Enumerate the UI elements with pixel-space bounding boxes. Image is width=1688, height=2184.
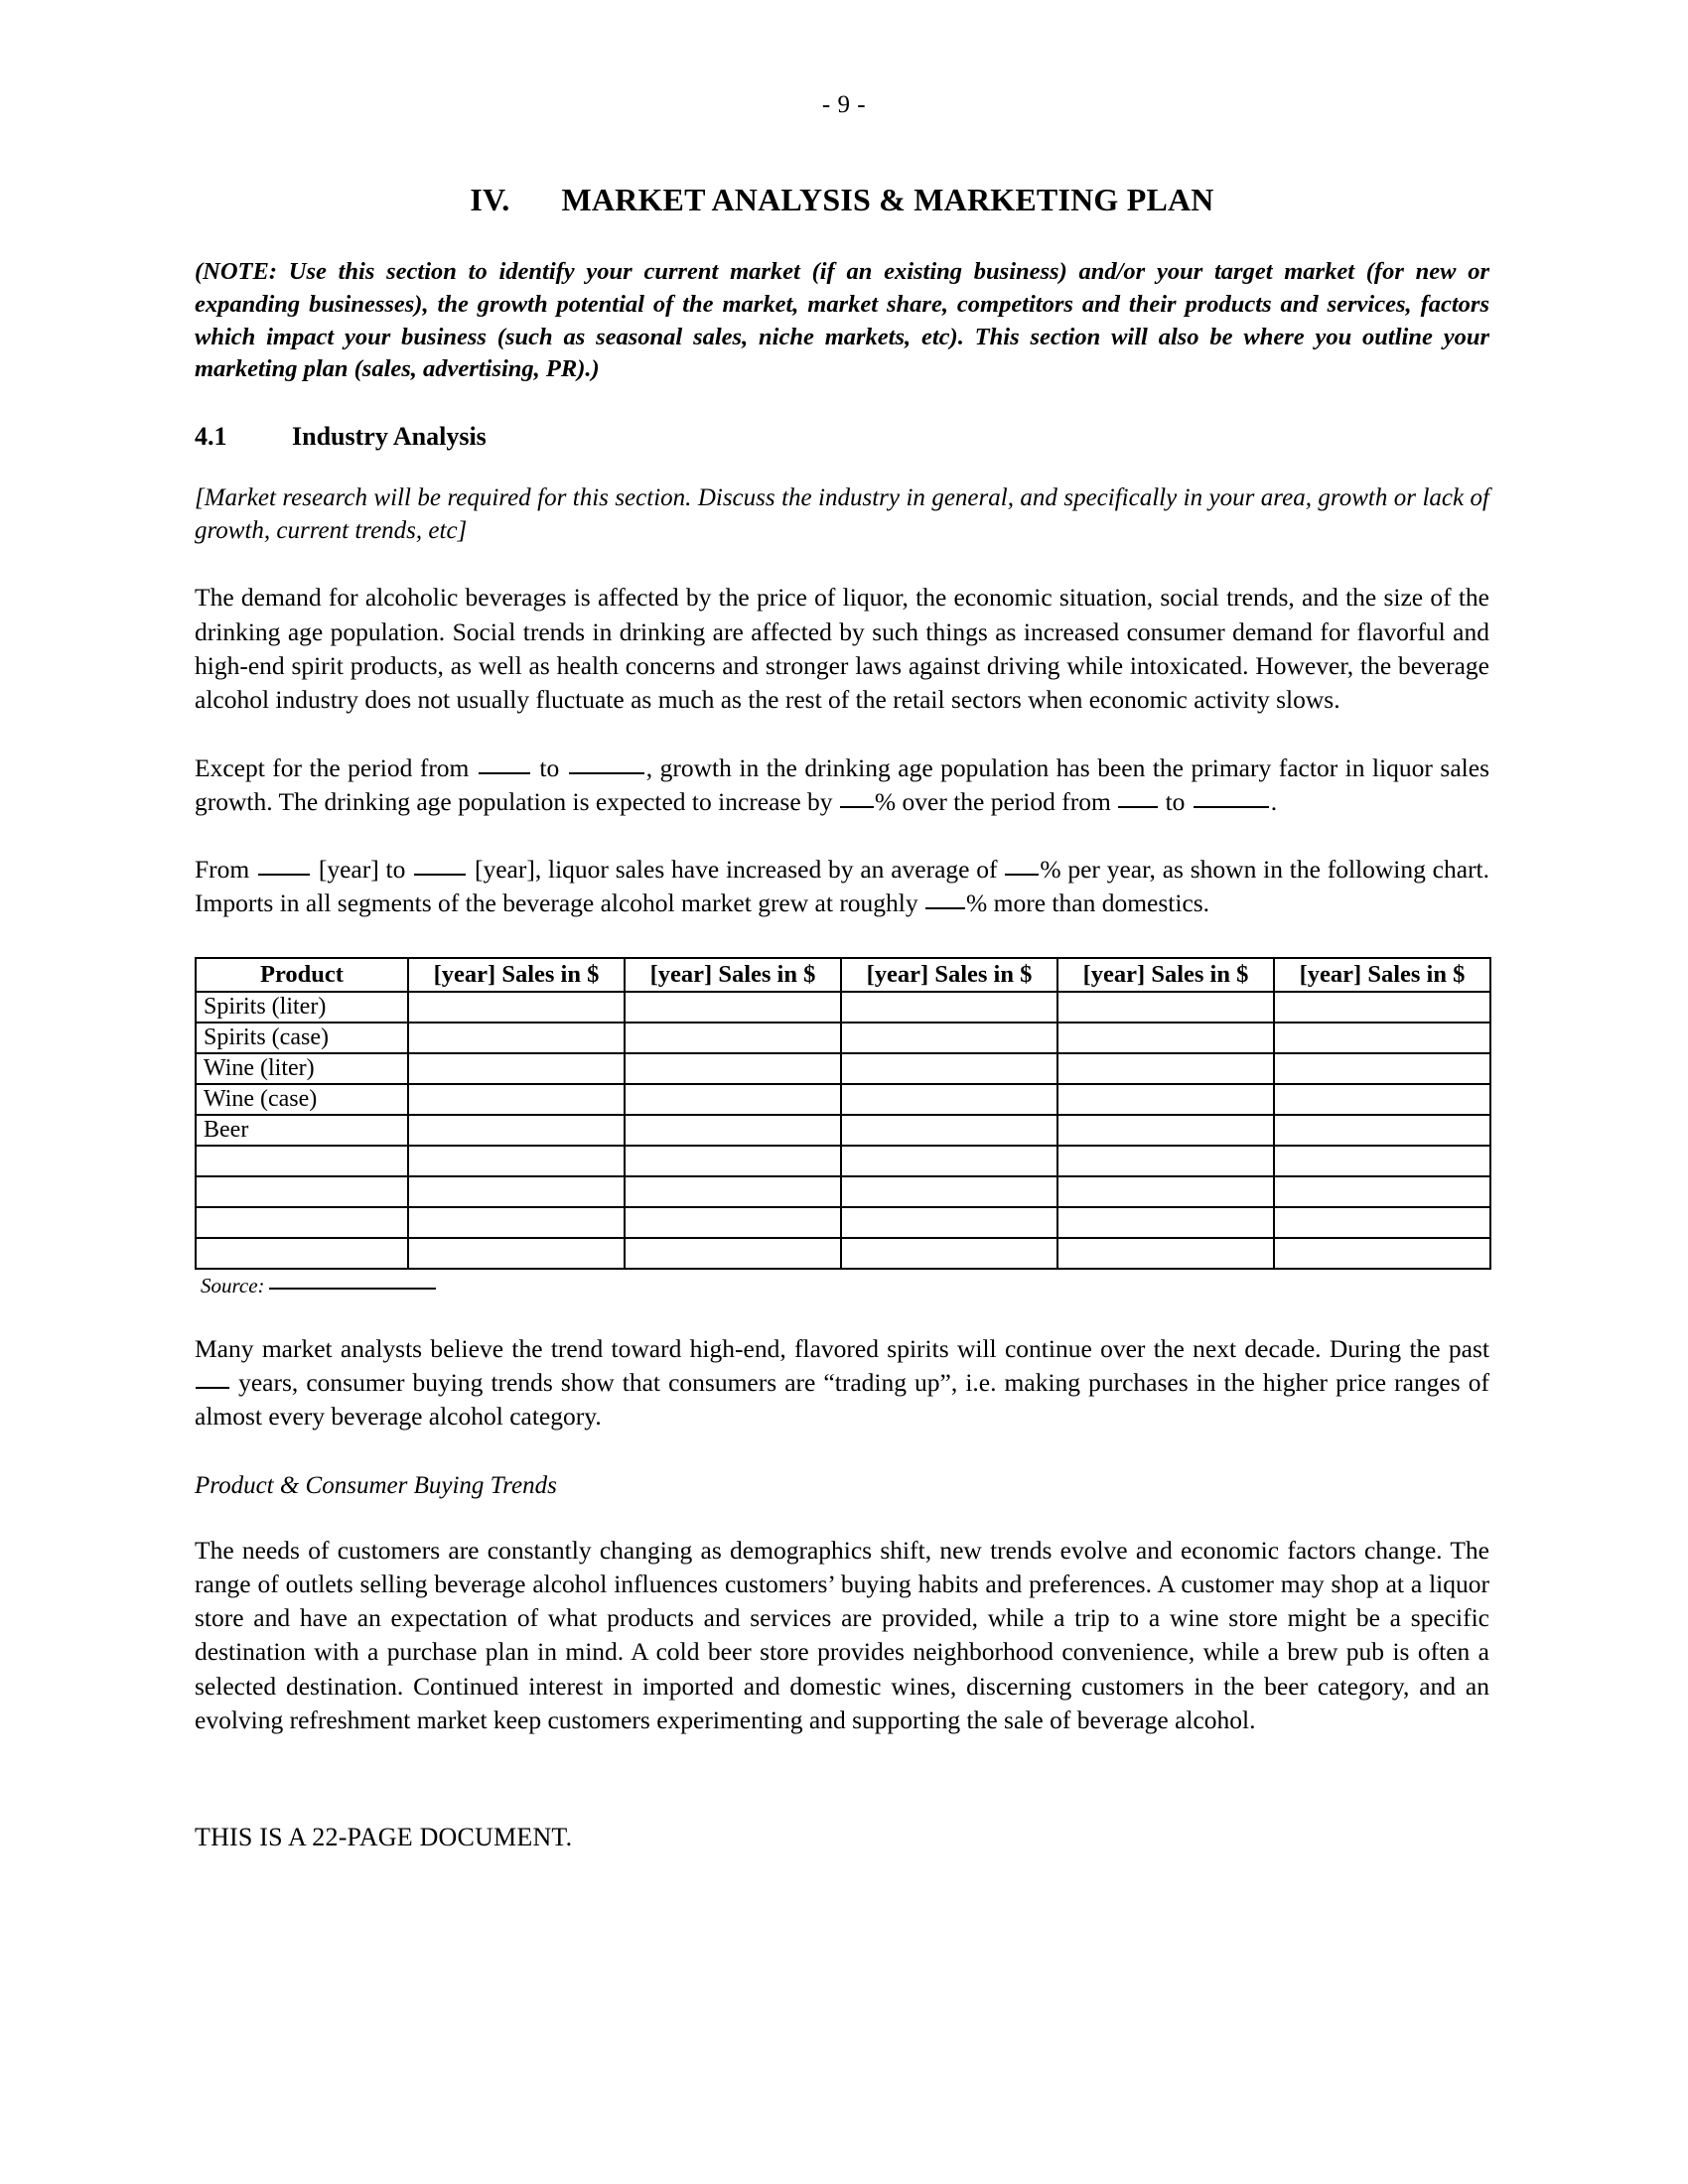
blank-field-period-to[interactable] — [569, 772, 644, 774]
table-cell-value[interactable] — [408, 1023, 625, 1053]
table-cell-value[interactable] — [625, 1053, 841, 1084]
table-cell-value[interactable] — [1057, 1238, 1274, 1269]
table-cell-product[interactable] — [196, 1207, 408, 1238]
page-title — [195, 182, 1489, 218]
section-number: 4.1 — [195, 422, 227, 452]
table-cell-value[interactable] — [625, 992, 841, 1023]
section-title-text: MARKET ANALYSIS & MARKETING PLAN — [561, 182, 1214, 217]
sales-table — [195, 957, 1491, 1270]
table-header-year-2: [year] Sales in $ — [625, 958, 841, 992]
para4-segment-a: Many market analysts believe the trend toward high-end, flavored spirits will continue over the next decade. During the past — [195, 1333, 1489, 1363]
table-cell-value[interactable] — [408, 1176, 625, 1207]
table-cell-value[interactable] — [625, 1146, 841, 1176]
table-cell-value[interactable] — [1057, 1176, 1274, 1207]
blank-field-from-year[interactable] — [1118, 806, 1158, 808]
table-cell-value[interactable] — [841, 1176, 1057, 1207]
table-cell-value[interactable] — [841, 1146, 1057, 1176]
table-cell-value[interactable] — [625, 1207, 841, 1238]
para2-segment-d: % over the period from — [874, 786, 1111, 816]
table-cell-value[interactable] — [841, 992, 1057, 1023]
table-header-year-4: [year] Sales in $ — [1057, 958, 1274, 992]
document-content — [195, 0, 1489, 1852]
paragraph-demand: The demand for alcoholic beverages is affected by the price of liquor, the economic situation, social trends, and the size of the drinking age population. Social trends in drinking are affected by such things as increased consumer demand for flavorful and high-end spirit products, as well as health concerns and stronger laws against driving while intoxicated. However, the beverage alcohol industry does not usually fluctuate as much as the rest of the retail sectors when economic activity slows. — [195, 583, 1489, 715]
table-header-year-1: [year] Sales in $ — [408, 958, 625, 992]
blank-field-increase-percent[interactable] — [840, 806, 874, 808]
table-cell-value[interactable] — [1274, 1146, 1490, 1176]
table-cell-product[interactable] — [196, 1146, 408, 1176]
table-row — [196, 1084, 1490, 1115]
blank-field-year-end[interactable] — [414, 874, 466, 876]
table-header-year-3: [year] Sales in $ — [841, 958, 1057, 992]
blank-field-average-percent[interactable] — [1005, 874, 1039, 876]
table-cell-value[interactable] — [841, 1115, 1057, 1146]
para3-segment-c: [year], liquor sales have increased by an average of — [474, 855, 998, 885]
blank-field-past-years[interactable] — [196, 1387, 229, 1389]
section-heading — [195, 422, 1489, 452]
table-cell-value[interactable] — [841, 1238, 1057, 1269]
table-header-product: Product — [196, 958, 408, 992]
table-cell-value[interactable] — [408, 1053, 625, 1084]
para4-segment-b: years, consumer buying trends show that consumers are “trading up”, i.e. making purchases in the higher price ranges of almost every beverage alcohol category. — [195, 1367, 1489, 1432]
table-row — [196, 1053, 1490, 1084]
table-cell-value[interactable] — [1057, 1207, 1274, 1238]
table-cell-value[interactable] — [1274, 1023, 1490, 1053]
table-cell-value[interactable] — [1274, 1238, 1490, 1269]
table-cell-value[interactable] — [1274, 1115, 1490, 1146]
table-cell-value[interactable] — [1057, 1115, 1274, 1146]
table-cell-value[interactable] — [1274, 1053, 1490, 1084]
table-cell-value[interactable] — [1274, 1207, 1490, 1238]
table-cell-product: Spirits (case) — [196, 1023, 408, 1053]
source-label: Source: — [201, 1273, 265, 1297]
blank-field-to-year[interactable] — [1194, 806, 1269, 808]
para3-segment-b: [year] to — [318, 855, 406, 885]
table-cell-value[interactable] — [1274, 1084, 1490, 1115]
table-cell-value[interactable] — [1057, 1084, 1274, 1115]
table-cell-product[interactable] — [196, 1176, 408, 1207]
table-cell-product: Wine (case) — [196, 1084, 408, 1115]
table-cell-value[interactable] — [625, 1115, 841, 1146]
table-cell-value[interactable] — [1057, 1023, 1274, 1053]
table-cell-product: Spirits (liter) — [196, 992, 408, 1023]
table-cell-value[interactable] — [625, 1176, 841, 1207]
table-cell-value[interactable] — [841, 1023, 1057, 1053]
table-cell-value[interactable] — [408, 1238, 625, 1269]
blank-field-source[interactable] — [269, 1288, 436, 1290]
para3-segment-e: % more than domestics. — [966, 888, 1210, 918]
table-row — [196, 1115, 1490, 1146]
table-cell-value[interactable] — [1274, 992, 1490, 1023]
section-numeral: IV. — [470, 182, 510, 217]
blank-field-imports-percent[interactable] — [925, 907, 965, 909]
table-cell-value[interactable] — [841, 1053, 1057, 1084]
page-number: - 9 - — [821, 91, 867, 118]
para3-segment-d: % per year, as shown in the following chart. Imports in all segments of the beverage alcohol market grew at roughly — [195, 855, 1490, 918]
table-cell-value[interactable] — [625, 1084, 841, 1115]
blank-field-period-from[interactable] — [479, 772, 530, 774]
table-cell-value[interactable] — [408, 992, 625, 1023]
table-cell-value[interactable] — [1057, 1146, 1274, 1176]
table-cell-product[interactable] — [196, 1238, 408, 1269]
note-block: (NOTE: Use this section to identify your current market (if an existing business) and/or your target market (for new or expanding businesses), the growth potential of the market, market share, competitors and their products and services, factors which impact your business (such as seasonal sales, niche markets, etc). This section will also be where you outline your marketing plan (sales, advertising, PR).) — [195, 258, 1489, 383]
table-cell-value[interactable] — [841, 1084, 1057, 1115]
table-header-year-5: [year] Sales in $ — [1274, 958, 1490, 992]
bracket-instruction-note: [Market research will be required for this section. Discuss the industry in general, and specifically in your area, growth or lack of growth, current trends, etc] — [195, 484, 1489, 545]
para2-segment-f: . — [1270, 786, 1278, 816]
sub-heading-product-consumer-trends: Product & Consumer Buying Trends — [195, 1471, 557, 1499]
table-row — [196, 1238, 1490, 1269]
table-row — [196, 1176, 1490, 1207]
para2-segment-a: Except for the period from — [195, 752, 470, 782]
table-cell-value[interactable] — [625, 1238, 841, 1269]
table-cell-value[interactable] — [408, 1146, 625, 1176]
table-row — [196, 1023, 1490, 1053]
para2-segment-e: to — [1165, 786, 1186, 816]
paragraph-trading-up — [195, 1332, 1489, 1434]
table-cell-value[interactable] — [1057, 992, 1274, 1023]
table-source-line — [201, 1274, 1489, 1298]
table-cell-value[interactable] — [841, 1207, 1057, 1238]
para3-segment-a: From — [195, 855, 250, 885]
table-cell-value[interactable] — [408, 1084, 625, 1115]
table-cell-value[interactable] — [1057, 1053, 1274, 1084]
table-cell-value[interactable] — [1274, 1176, 1490, 1207]
table-cell-product: Beer — [196, 1115, 408, 1146]
paragraph-sales-increase — [195, 853, 1489, 921]
table-cell-value[interactable] — [408, 1115, 625, 1146]
table-row — [196, 1146, 1490, 1176]
table-row — [196, 992, 1490, 1023]
footer-document-note: THIS IS A 22-PAGE DOCUMENT. — [195, 1823, 573, 1852]
para2-segment-b: to — [539, 752, 560, 782]
blank-field-year-start[interactable] — [258, 874, 310, 876]
paragraph-period-growth — [195, 751, 1489, 820]
table-cell-value[interactable] — [408, 1207, 625, 1238]
table-cell-value[interactable] — [625, 1023, 841, 1053]
paragraph-customer-needs: The needs of customers are constantly changing as demographics shift, new trends evolve and economic factors change. The range of outlets selling beverage alcohol influences customers’ buying habits and preferences. A customer may shop at a liquor store and have an expectation of what products and services are provided, while a trip to a wine store might be a specific destination with a purchase plan in mind. A cold beer store provides neighborhood convenience, while a brew pub is often a selected destination. Continued interest in imported and domestic wines, discerning customers in the beer category, and an evolving refreshment market keep customers experimenting and supporting the sale of beverage alcohol. — [195, 1535, 1489, 1735]
table-row — [196, 1207, 1490, 1238]
section-heading-label: Industry Analysis — [292, 422, 487, 452]
table-cell-product: Wine (liter) — [196, 1053, 408, 1084]
table-header-row — [196, 958, 1490, 992]
para2-segment-c: , growth in the drinking age population has been the primary factor in liquor sales growth. The drinking age population is expected to increase by — [195, 752, 1489, 816]
